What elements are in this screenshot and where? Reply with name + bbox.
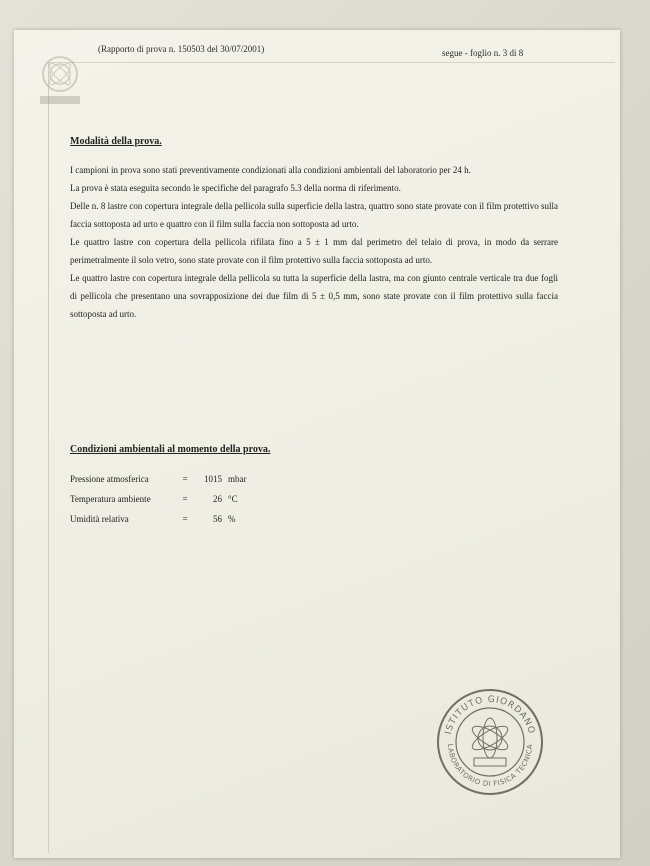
section-environmental-conditions <box>70 444 270 529</box>
condition-value: 1015 <box>204 474 222 484</box>
paragraph: La prova è stata eseguita secondo le specifiche del paragrafo 5.3 della norma di riferimento. <box>70 183 401 193</box>
condition-equals: = <box>182 474 188 484</box>
section-title-conditions: Condizioni ambientali al momento della prova. <box>70 444 271 455</box>
stamp-top-text: ISTITUTO GIORDANO <box>443 694 537 736</box>
condition-value: 56 <box>213 514 222 524</box>
condition-label: Pressione atmosferica <box>70 474 149 484</box>
paragraph: Delle n. 8 lastre con copertura integrale della pellicola sulla superficie della lastra, quattro sono state provate con il film protettivo sulla faccia sottoposta ad urto e quattro con il film sulla faccia non sottoposta ad urto. <box>70 201 558 229</box>
document-sheet <box>14 30 620 858</box>
condition-unit: % <box>228 514 236 524</box>
section-test-method <box>70 136 558 323</box>
condition-row-temperature <box>70 489 270 509</box>
section-title-test-method: Modalità della prova. <box>70 136 162 147</box>
paragraph: Le quattro lastre con copertura integrale della pellicola su tutta la superficie della lastra, ma con giunto centrale verticale tra due fogli di pellicola che presentano una sovrapposizione dei due film di 5 ± 0,5 mm, sono state provate con il film protettivo sulla faccia sottoposta ad urto. <box>70 273 558 319</box>
condition-unit: mbar <box>228 474 247 484</box>
condition-row-pressure <box>70 469 270 489</box>
institute-logo-icon <box>34 52 86 112</box>
stamp-bottom-text: LABORATORIO DI FISICA TECNICA <box>445 743 535 789</box>
laboratory-stamp-icon <box>434 686 546 798</box>
condition-value: 26 <box>213 494 222 504</box>
condition-label: Umidità relativa <box>70 514 129 524</box>
paragraph: I campioni in prova sono stati preventivamente condizionati alla condizioni ambientali del laboratorio per 24 h. <box>70 165 471 175</box>
condition-row-humidity <box>70 509 270 529</box>
paragraph: Le quattro lastre con copertura della pellicola rifilata fino a 5 ± 1 mm dal perimetro del telaio di prova, in modo da serrare perimetralmente il solo vetro, sono state provate con il film protettivo sulla faccia sottoposta ad urto. <box>70 237 558 265</box>
report-reference: (Rapporto di prova n. 150503 del 30/07/2001) <box>98 44 265 54</box>
condition-label: Temperatura ambiente <box>70 494 151 504</box>
condition-unit: °C <box>228 494 238 504</box>
condition-equals: = <box>182 494 188 504</box>
condition-equals: = <box>182 514 188 524</box>
sheet-number: segue - foglio n. 3 di 8 <box>442 48 524 58</box>
